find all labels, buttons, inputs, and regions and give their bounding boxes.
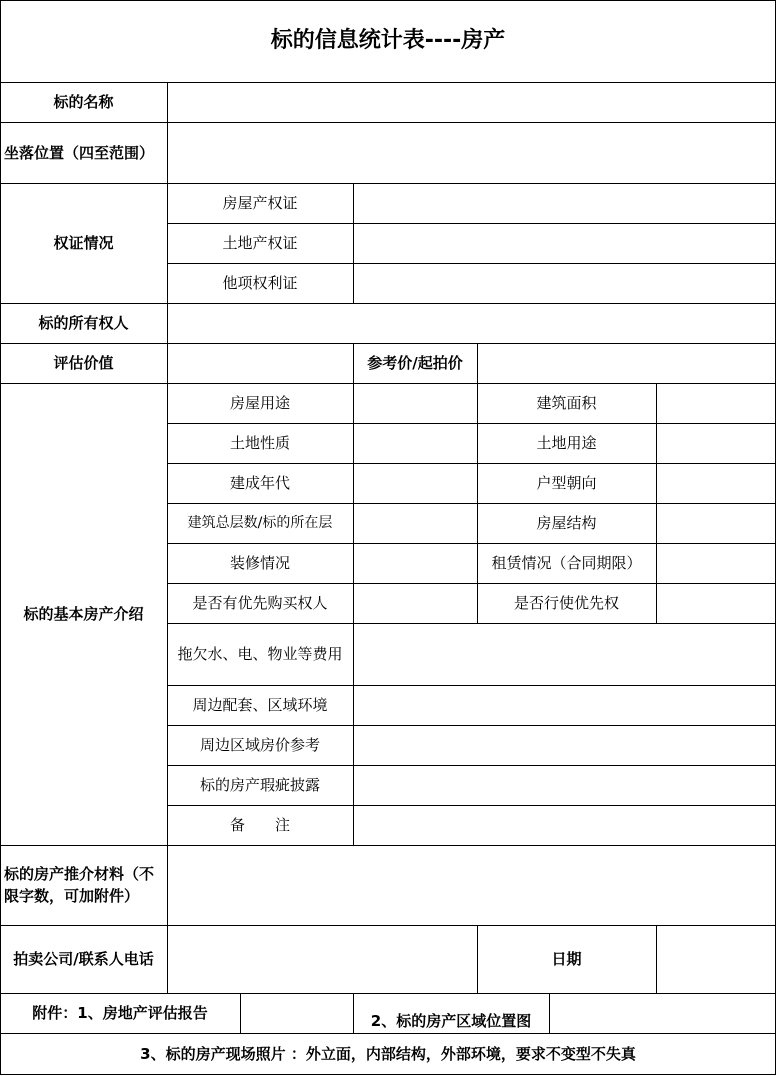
arrears-field[interactable] xyxy=(354,624,775,685)
attachment-1-field[interactable] xyxy=(241,994,353,1033)
land-use-label: 土地用途 xyxy=(536,434,597,452)
attachment-2-label: 2、标的房产区域位置图 xyxy=(370,1012,532,1030)
area-price-label: 周边区域房价参考 xyxy=(199,736,320,754)
cert-status-label: 权证情况 xyxy=(53,234,114,252)
area-price-field[interactable] xyxy=(354,726,775,765)
land-nature-field[interactable] xyxy=(354,424,477,463)
house-use-field[interactable] xyxy=(354,384,477,423)
promo-materials-field[interactable] xyxy=(168,846,775,925)
cert-house-field[interactable] xyxy=(354,184,775,223)
build-year-field[interactable] xyxy=(354,464,477,503)
cert-other-label: 他项权利证 xyxy=(222,274,298,292)
structure-field[interactable] xyxy=(657,504,775,543)
subject-name-field[interactable] xyxy=(168,83,775,122)
cert-other-field[interactable] xyxy=(354,264,775,303)
house-use-label: 房屋用途 xyxy=(229,394,290,412)
location-field[interactable] xyxy=(168,123,775,183)
structure-label: 房屋结构 xyxy=(536,514,597,532)
reference-price-field[interactable] xyxy=(478,344,775,383)
basic-intro-label: 标的基本房产介绍 xyxy=(23,605,144,623)
owner-field[interactable] xyxy=(168,304,775,343)
date-field[interactable] xyxy=(657,926,775,993)
building-area-label: 建筑面积 xyxy=(536,394,597,412)
arrears-label: 拖欠水、电、物业等费用 xyxy=(177,645,343,663)
priority-buyer-label: 是否有优先购买权人 xyxy=(192,594,328,612)
floors-label: 建筑总层数/标的所在层 xyxy=(187,515,333,531)
defects-field[interactable] xyxy=(354,766,775,805)
cert-land-label: 土地产权证 xyxy=(222,234,298,252)
attachment-2-field[interactable] xyxy=(550,994,775,1033)
orientation-field[interactable] xyxy=(657,464,775,503)
building-area-field[interactable] xyxy=(657,384,775,423)
company-contact-field[interactable] xyxy=(168,926,477,993)
surroundings-field[interactable] xyxy=(354,686,775,725)
exercise-priority-field[interactable] xyxy=(657,584,775,623)
defects-label: 标的房产瑕疵披露 xyxy=(199,776,320,794)
valuation-field[interactable] xyxy=(168,344,353,383)
cert-house-label: 房屋产权证 xyxy=(222,194,298,212)
decoration-field[interactable] xyxy=(354,544,477,583)
floors-field[interactable] xyxy=(354,504,477,543)
surroundings-label: 周边配套、区域环境 xyxy=(192,696,328,714)
promo-materials-label: 标的房产推介材料（不限字数，可加附件） xyxy=(4,865,155,905)
build-year-label: 建成年代 xyxy=(229,474,290,492)
reference-price-label: 参考价/起拍价 xyxy=(367,354,463,372)
decoration-label: 装修情况 xyxy=(229,554,290,572)
land-use-field[interactable] xyxy=(657,424,775,463)
valuation-label: 评估价值 xyxy=(53,354,114,372)
location-label: 坐落位置（四至范围） xyxy=(4,143,155,162)
attachment-3-label: 3、标的房产现场照片 ：外立面，内部结构，外部环境，要求不变型不失真 xyxy=(140,1044,636,1063)
company-contact-label: 拍卖公司/联系人电话 xyxy=(13,950,154,968)
remarks-field[interactable] xyxy=(354,806,775,845)
page-title: 标的信息统计表----房产 xyxy=(270,28,506,53)
orientation-label: 户型朝向 xyxy=(536,474,597,492)
remarks-label: 备 注 xyxy=(229,816,290,834)
lease-label: 租赁情况（合同期限） xyxy=(491,554,642,572)
lease-field[interactable] xyxy=(657,544,775,583)
date-label: 日期 xyxy=(551,950,582,968)
exercise-priority-label: 是否行使优先权 xyxy=(513,594,619,612)
subject-name-label: 标的名称 xyxy=(53,93,114,111)
cert-land-field[interactable] xyxy=(354,224,775,263)
land-nature-label: 土地性质 xyxy=(229,434,290,452)
priority-buyer-field[interactable] xyxy=(354,584,477,623)
owner-label: 标的所有权人 xyxy=(38,314,129,332)
attachment-1-label: 附件：1、房地产评估报告 xyxy=(32,1004,208,1022)
